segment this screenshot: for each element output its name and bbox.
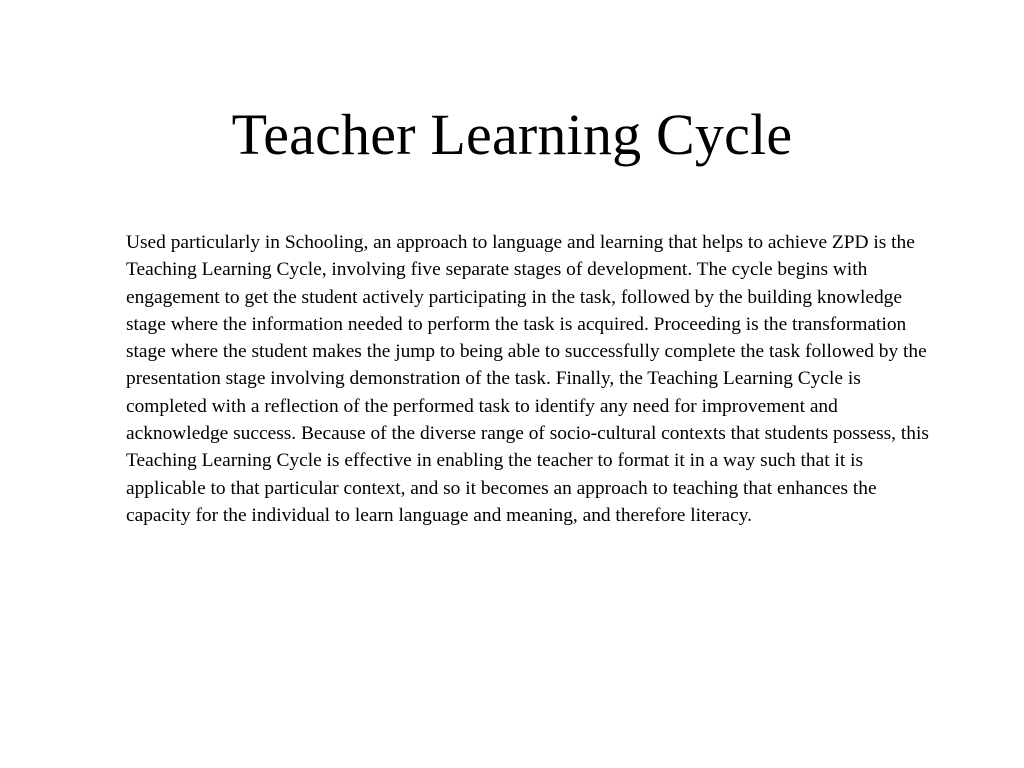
slide-body-text: Used particularly in Schooling, an approach to language and learning that helps to achieve ZPD is the Teaching Learning Cycle, involving five separate stages of development. The cycle begins with engagement to get the student actively participating in the task, followed by the building knowledge stage where the information needed to perform the task is acquired. Proceeding is the transformation stage where the student makes the jump to being able to successfully complete the task followed by the presentation stage involving demonstration of the task. Finally, the Teaching Learning Cycle is completed with a reflection of the performed task to identify any need for improvement and acknowledge success. Because of the diverse range of socio-cultural contexts that students possess, this Teaching Learning Cycle is effective in enabling the teacher to format it in a way such that it is applicable to that particular context, and so it becomes an approach to teaching that enhances the capacity for the individual to learn language and meaning, and therefore literacy. xyxy=(126,232,929,526)
slide-title: Teacher Learning Cycle xyxy=(231,102,793,167)
